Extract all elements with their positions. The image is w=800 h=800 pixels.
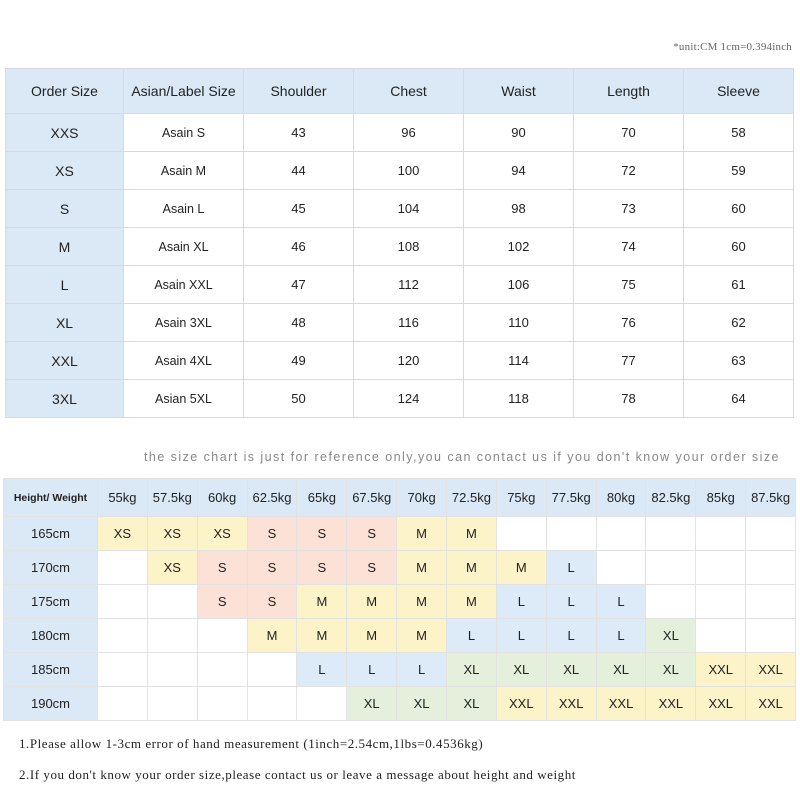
weight-column-header: 82.5kg (646, 479, 696, 517)
height-row (4, 585, 796, 619)
recommended-size-cell (98, 585, 148, 619)
measurement-cell: 98 (464, 190, 574, 228)
weight-column-header: 55kg (98, 479, 148, 517)
weight-column-header: 70kg (397, 479, 447, 517)
recommended-size-cell: XS (147, 517, 197, 551)
measurement-cell: 60 (684, 190, 794, 228)
height-weight-corner-label: Height/ Weight (4, 479, 98, 517)
recommended-size-cell: M (347, 619, 397, 653)
recommended-size-cell (147, 653, 197, 687)
height-weight-header-row (4, 479, 796, 517)
recommended-size-cell: L (596, 619, 646, 653)
measurement-cell: 116 (354, 304, 464, 342)
recommended-size-cell: M (397, 619, 447, 653)
recommended-size-cell: XS (147, 551, 197, 585)
measurement-cell: 96 (354, 114, 464, 152)
weight-column-header: 72.5kg (447, 479, 497, 517)
measurement-cell: 59 (684, 152, 794, 190)
measurement-cell: 50 (244, 380, 354, 418)
height-row (4, 619, 796, 653)
measurement-cell: 64 (684, 380, 794, 418)
order-size-cell: XXS (6, 114, 124, 152)
measurement-cell: 75 (574, 266, 684, 304)
size-chart-table (5, 68, 794, 418)
recommended-size-cell (496, 517, 546, 551)
measurement-cell: 90 (464, 114, 574, 152)
size-chart-column-header: Sleeve (684, 69, 794, 114)
recommended-size-cell: XL (496, 653, 546, 687)
recommended-size-cell (746, 585, 796, 619)
measurement-cell: 74 (574, 228, 684, 266)
recommended-size-cell: L (297, 653, 347, 687)
recommended-size-cell: L (546, 551, 596, 585)
recommended-size-cell (646, 551, 696, 585)
recommended-size-cell: XL (447, 687, 497, 721)
measurement-cell: 44 (244, 152, 354, 190)
recommended-size-cell (696, 619, 746, 653)
recommended-size-cell (297, 687, 347, 721)
recommended-size-cell: M (247, 619, 297, 653)
recommended-size-cell: XS (197, 517, 247, 551)
size-chart-row (6, 152, 794, 190)
recommended-size-cell (247, 653, 297, 687)
recommended-size-cell (696, 517, 746, 551)
unit-note: *unit:CM 1cm=0.394inch (673, 41, 792, 53)
height-row-header: 180cm (4, 619, 98, 653)
order-size-cell: S (6, 190, 124, 228)
measurement-cell: 48 (244, 304, 354, 342)
recommended-size-cell: L (546, 585, 596, 619)
order-size-cell: L (6, 266, 124, 304)
recommended-size-cell: M (496, 551, 546, 585)
recommended-size-cell: M (397, 517, 447, 551)
order-size-cell: M (6, 228, 124, 266)
recommended-size-cell: XL (646, 653, 696, 687)
recommended-size-cell: S (197, 551, 247, 585)
measurement-cell: 77 (574, 342, 684, 380)
recommended-size-cell: XL (447, 653, 497, 687)
recommended-size-cell: XXL (696, 653, 746, 687)
measurement-cell: 114 (464, 342, 574, 380)
recommended-size-cell (147, 585, 197, 619)
footnote-contact-us: 2.If you don't know your order size,please contact us or leave a message about height and weight (19, 767, 576, 782)
recommended-size-cell: XXL (696, 687, 746, 721)
recommended-size-cell: M (447, 585, 497, 619)
size-chart-row (6, 114, 794, 152)
recommended-size-cell (746, 517, 796, 551)
weight-column-header: 87.5kg (746, 479, 796, 517)
measurement-cell: 112 (354, 266, 464, 304)
recommended-size-cell (696, 551, 746, 585)
recommended-size-cell: M (297, 619, 347, 653)
weight-column-header: 57.5kg (147, 479, 197, 517)
recommended-size-cell (596, 517, 646, 551)
recommended-size-cell: M (447, 551, 497, 585)
recommended-size-cell: XXL (746, 653, 796, 687)
recommended-size-cell: S (297, 551, 347, 585)
recommended-size-cell: S (297, 517, 347, 551)
recommended-size-cell (546, 517, 596, 551)
recommended-size-cell (98, 619, 148, 653)
size-chart-row (6, 380, 794, 418)
recommended-size-cell (147, 687, 197, 721)
weight-column-header: 80kg (596, 479, 646, 517)
recommended-size-cell: M (447, 517, 497, 551)
recommended-size-cell: L (546, 619, 596, 653)
reference-note: the size chart is just for reference only,you can contact us if you don't know your order size (144, 450, 780, 464)
label-size-cell: Asain M (124, 152, 244, 190)
recommended-size-cell: L (447, 619, 497, 653)
label-size-cell: Asain S (124, 114, 244, 152)
size-chart-column-header: Order Size (6, 69, 124, 114)
size-chart-column-header: Length (574, 69, 684, 114)
label-size-cell: Asain XXL (124, 266, 244, 304)
order-size-cell: XL (6, 304, 124, 342)
recommended-size-cell: XXL (546, 687, 596, 721)
weight-column-header: 60kg (197, 479, 247, 517)
measurement-cell: 60 (684, 228, 794, 266)
measurement-cell: 73 (574, 190, 684, 228)
measurement-cell: 108 (354, 228, 464, 266)
measurement-cell: 43 (244, 114, 354, 152)
recommended-size-cell (197, 653, 247, 687)
recommended-size-cell (696, 585, 746, 619)
recommended-size-cell: L (496, 619, 546, 653)
measurement-cell: 76 (574, 304, 684, 342)
measurement-cell: 49 (244, 342, 354, 380)
height-row-header: 175cm (4, 585, 98, 619)
measurement-cell: 104 (354, 190, 464, 228)
measurement-cell: 62 (684, 304, 794, 342)
measurement-cell: 102 (464, 228, 574, 266)
recommended-size-cell (746, 619, 796, 653)
height-row (4, 653, 796, 687)
size-chart-column-header: Asian/Label Size (124, 69, 244, 114)
size-chart-column-header: Waist (464, 69, 574, 114)
size-chart-row (6, 266, 794, 304)
recommended-size-cell: XS (98, 517, 148, 551)
recommended-size-cell: XXL (746, 687, 796, 721)
recommended-size-cell: M (347, 585, 397, 619)
measurement-cell: 47 (244, 266, 354, 304)
height-row-header: 185cm (4, 653, 98, 687)
height-row (4, 517, 796, 551)
measurement-cell: 110 (464, 304, 574, 342)
recommended-size-cell: XL (347, 687, 397, 721)
measurement-cell: 120 (354, 342, 464, 380)
recommended-size-cell: XXL (646, 687, 696, 721)
measurement-cell: 58 (684, 114, 794, 152)
measurement-cell: 78 (574, 380, 684, 418)
recommended-size-cell (646, 585, 696, 619)
recommended-size-cell (746, 551, 796, 585)
recommended-size-cell (646, 517, 696, 551)
recommended-size-cell (197, 687, 247, 721)
recommended-size-cell: L (397, 653, 447, 687)
recommended-size-cell: L (496, 585, 546, 619)
weight-column-header: 65kg (297, 479, 347, 517)
weight-column-header: 75kg (496, 479, 546, 517)
recommended-size-cell: XL (596, 653, 646, 687)
recommended-size-cell: M (297, 585, 347, 619)
recommended-size-cell (197, 619, 247, 653)
recommended-size-cell (596, 551, 646, 585)
measurement-cell: 46 (244, 228, 354, 266)
recommended-size-cell: XL (646, 619, 696, 653)
measurement-cell: 118 (464, 380, 574, 418)
measurement-cell: 72 (574, 152, 684, 190)
recommended-size-cell (98, 551, 148, 585)
recommended-size-cell (247, 687, 297, 721)
weight-column-header: 85kg (696, 479, 746, 517)
measurement-cell: 124 (354, 380, 464, 418)
recommended-size-cell: S (247, 585, 297, 619)
measurement-cell: 45 (244, 190, 354, 228)
recommended-size-cell: M (397, 551, 447, 585)
height-weight-table (3, 478, 796, 721)
label-size-cell: Asain 3XL (124, 304, 244, 342)
recommended-size-cell: XL (546, 653, 596, 687)
recommended-size-cell: XXL (596, 687, 646, 721)
weight-column-header: 67.5kg (347, 479, 397, 517)
measurement-cell: 100 (354, 152, 464, 190)
size-chart-row (6, 304, 794, 342)
height-row (4, 551, 796, 585)
size-chart-row (6, 228, 794, 266)
label-size-cell: Asain XL (124, 228, 244, 266)
recommended-size-cell: XXL (496, 687, 546, 721)
weight-column-header: 62.5kg (247, 479, 297, 517)
recommended-size-cell: S (247, 551, 297, 585)
size-chart-header-row (6, 69, 794, 114)
measurement-cell: 94 (464, 152, 574, 190)
footnote-measurement-error: 1.Please allow 1-3cm error of hand measurement (1inch=2.54cm,1lbs=0.4536kg) (19, 736, 484, 751)
recommended-size-cell: XL (397, 687, 447, 721)
order-size-cell: XXL (6, 342, 124, 380)
height-row-header: 165cm (4, 517, 98, 551)
label-size-cell: Asain 4XL (124, 342, 244, 380)
label-size-cell: Asian 5XL (124, 380, 244, 418)
size-chart-column-header: Shoulder (244, 69, 354, 114)
measurement-cell: 63 (684, 342, 794, 380)
height-row-header: 170cm (4, 551, 98, 585)
height-row (4, 687, 796, 721)
height-row-header: 190cm (4, 687, 98, 721)
order-size-cell: 3XL (6, 380, 124, 418)
recommended-size-cell: L (596, 585, 646, 619)
weight-column-header: 77.5kg (546, 479, 596, 517)
size-chart-row (6, 190, 794, 228)
measurement-cell: 61 (684, 266, 794, 304)
size-chart-row (6, 342, 794, 380)
size-chart-column-header: Chest (354, 69, 464, 114)
measurement-cell: 106 (464, 266, 574, 304)
recommended-size-cell: S (347, 517, 397, 551)
recommended-size-cell (98, 653, 148, 687)
recommended-size-cell (98, 687, 148, 721)
measurement-cell: 70 (574, 114, 684, 152)
recommended-size-cell: M (397, 585, 447, 619)
recommended-size-cell: S (347, 551, 397, 585)
recommended-size-cell: S (197, 585, 247, 619)
recommended-size-cell: L (347, 653, 397, 687)
recommended-size-cell (147, 619, 197, 653)
label-size-cell: Asain L (124, 190, 244, 228)
recommended-size-cell: S (247, 517, 297, 551)
order-size-cell: XS (6, 152, 124, 190)
